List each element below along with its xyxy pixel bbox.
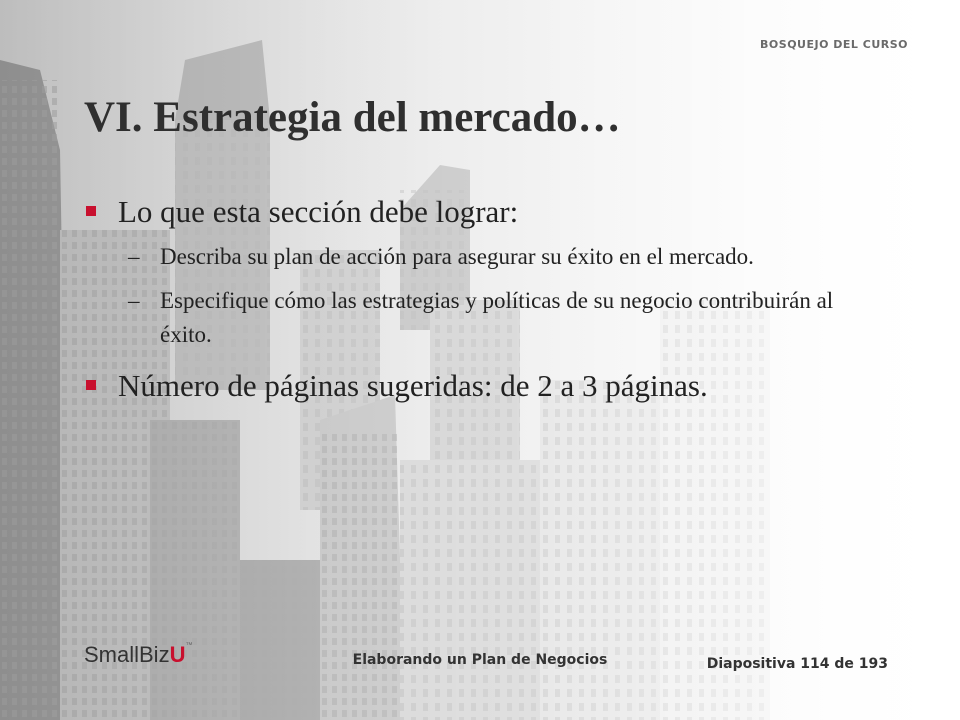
square-bullet-icon (86, 380, 96, 390)
bullet-item (84, 366, 884, 406)
sub-bullet-item (84, 284, 880, 352)
dash-marker: – (128, 244, 140, 269)
sub-bullet-item (84, 240, 880, 274)
logo-u: U (169, 642, 186, 667)
slide-title: VI. Estrategia del mercado… (84, 94, 621, 141)
bullet-text: Lo que esta sección debe lograr: (118, 194, 519, 229)
square-bullet-icon (86, 206, 96, 216)
logo-text: SmallBiz (84, 642, 170, 667)
sub-bullet-text: Especifique cómo las estrategias y políticas de su negocio contribuirán al éxito. (160, 288, 834, 347)
dash-marker: – (128, 288, 140, 313)
bullet-item (84, 192, 884, 232)
bullet-text: Número de páginas sugeridas: de 2 a 3 páginas. (118, 368, 708, 403)
slide-content (84, 192, 884, 414)
slide-counter: Diapositiva 114 de 193 (706, 656, 888, 672)
course-outline-label: BOSQUEJO DEL CURSO (760, 38, 908, 51)
logo-trademark: ™ (185, 642, 193, 649)
course-title-footer: Elaborando un Plan de Negocios (352, 652, 608, 668)
sub-bullet-text: Describa su plan de acción para asegurar su éxito en el mercado. (160, 244, 754, 269)
